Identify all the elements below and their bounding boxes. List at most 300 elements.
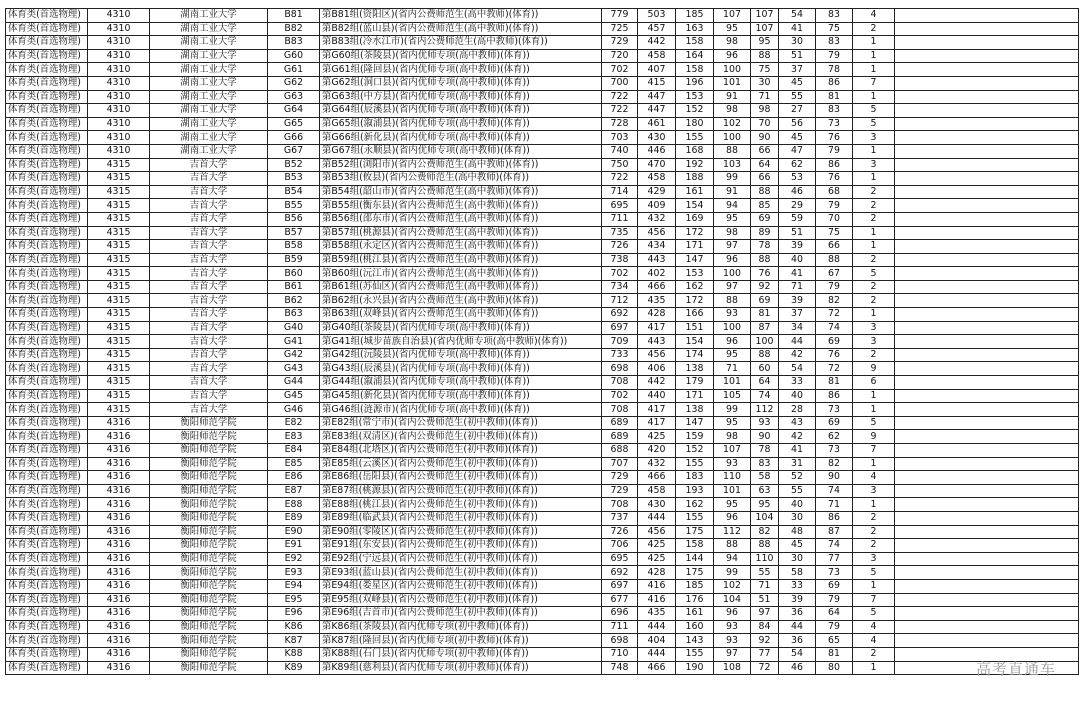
cell-college-code: 4316 — [88, 511, 150, 525]
cell-score-e: 58 — [779, 566, 816, 580]
cell-score-d: 74 — [751, 389, 779, 403]
cell-count: 5 — [853, 117, 895, 131]
cell-total-score: 737 — [602, 511, 638, 525]
cell-score-c: 95 — [714, 498, 751, 512]
cell-empty — [895, 267, 1079, 281]
cell-score-c: 107 — [714, 9, 751, 23]
cell-score-b: 162 — [676, 498, 714, 512]
cell-empty — [895, 63, 1079, 77]
cell-empty — [895, 199, 1079, 213]
cell-group-name: 第B57组(桃源县)(省内公费师范生(高中教师)(体育)) — [320, 226, 602, 240]
cell-college-name: 吉首大学 — [150, 158, 268, 172]
table-row — [6, 335, 1079, 349]
cell-total-score: 702 — [602, 389, 638, 403]
cell-score-e: 43 — [779, 416, 816, 430]
cell-score-e: 31 — [779, 457, 816, 471]
table-row — [6, 280, 1079, 294]
cell-score-d: 82 — [751, 525, 779, 539]
cell-group-code: G61 — [268, 63, 320, 77]
cell-college-name: 衡阳师范学院 — [150, 566, 268, 580]
cell-empty — [895, 566, 1079, 580]
cell-score-b: 166 — [676, 308, 714, 322]
cell-score-b: 188 — [676, 172, 714, 186]
cell-group-name: 第G66组(新化县)(省内优师专项(高中教师)(体育)) — [320, 131, 602, 145]
cell-score-e: 51 — [779, 49, 816, 63]
cell-count: 2 — [853, 647, 895, 661]
cell-score-a: 443 — [638, 335, 676, 349]
cell-score-f: 76 — [816, 131, 853, 145]
cell-empty — [895, 457, 1079, 471]
cell-count: 3 — [853, 321, 895, 335]
cell-count: 1 — [853, 49, 895, 63]
cell-total-score: 722 — [602, 104, 638, 118]
cell-category: 体育类(首选物理) — [6, 348, 88, 362]
cell-empty — [895, 131, 1079, 145]
cell-group-code: G67 — [268, 144, 320, 158]
cell-college-code: 4316 — [88, 457, 150, 471]
table-row — [6, 661, 1079, 675]
cell-score-f: 87 — [816, 525, 853, 539]
cell-count: 2 — [853, 22, 895, 36]
cell-score-f: 74 — [816, 484, 853, 498]
cell-college-name: 吉首大学 — [150, 308, 268, 322]
cell-empty — [895, 335, 1079, 349]
cell-score-d: 77 — [751, 647, 779, 661]
cell-group-code: G66 — [268, 131, 320, 145]
cell-score-f: 70 — [816, 212, 853, 226]
cell-score-f: 76 — [816, 348, 853, 362]
cell-college-code: 4316 — [88, 566, 150, 580]
table-row — [6, 471, 1079, 485]
cell-score-e: 55 — [779, 90, 816, 104]
table-row — [6, 253, 1079, 267]
cell-total-score: 748 — [602, 661, 638, 675]
cell-count: 2 — [853, 253, 895, 267]
cell-score-d: 78 — [751, 240, 779, 254]
cell-score-b: 171 — [676, 240, 714, 254]
cell-score-e: 34 — [779, 321, 816, 335]
cell-score-b: 155 — [676, 131, 714, 145]
cell-category: 体育类(首选物理) — [6, 49, 88, 63]
cell-count: 5 — [853, 416, 895, 430]
cell-score-d: 90 — [751, 131, 779, 145]
cell-score-f: 78 — [816, 63, 853, 77]
cell-total-score: 729 — [602, 471, 638, 485]
table-row — [6, 104, 1079, 118]
cell-count: 4 — [853, 634, 895, 648]
cell-group-name: 第E93组(蓝山县)(省内公费师范生(初中教师)(体育)) — [320, 566, 602, 580]
cell-count: 1 — [853, 63, 895, 77]
cell-count: 2 — [853, 525, 895, 539]
cell-score-c: 93 — [714, 308, 751, 322]
cell-total-score: 734 — [602, 280, 638, 294]
cell-group-name: 第G64组(辰溪县)(省内优师专项(高中教师)(体育)) — [320, 104, 602, 118]
cell-category: 体育类(首选物理) — [6, 117, 88, 131]
cell-group-name: 第B54组(韶山市)(省内公费师范生(高中教师)(体育)) — [320, 185, 602, 199]
cell-college-code: 4316 — [88, 539, 150, 553]
cell-score-c: 100 — [714, 267, 751, 281]
cell-college-name: 吉首大学 — [150, 240, 268, 254]
cell-score-b: 138 — [676, 403, 714, 417]
cell-score-f: 86 — [816, 158, 853, 172]
cell-group-code: E91 — [268, 539, 320, 553]
cell-empty — [895, 634, 1079, 648]
cell-empty — [895, 294, 1079, 308]
cell-empty — [895, 49, 1079, 63]
cell-score-a: 417 — [638, 321, 676, 335]
cell-category: 体育类(首选物理) — [6, 579, 88, 593]
cell-score-f: 68 — [816, 185, 853, 199]
cell-score-d: 98 — [751, 104, 779, 118]
cell-score-c: 101 — [714, 376, 751, 390]
cell-total-score: 689 — [602, 430, 638, 444]
cell-score-c: 91 — [714, 185, 751, 199]
cell-total-score: 677 — [602, 593, 638, 607]
cell-score-c: 97 — [714, 240, 751, 254]
cell-college-name: 衡阳师范学院 — [150, 416, 268, 430]
cell-score-c: 96 — [714, 49, 751, 63]
cell-score-a: 444 — [638, 511, 676, 525]
cell-category: 体育类(首选物理) — [6, 185, 88, 199]
cell-score-f: 83 — [816, 9, 853, 23]
cell-count: 1 — [853, 240, 895, 254]
table-row — [6, 444, 1079, 458]
cell-category: 体育类(首选物理) — [6, 212, 88, 226]
cell-score-f: 74 — [816, 539, 853, 553]
cell-score-c: 96 — [714, 335, 751, 349]
cell-score-e: 48 — [779, 525, 816, 539]
cell-category: 体育类(首选物理) — [6, 294, 88, 308]
cell-score-a: 458 — [638, 49, 676, 63]
cell-group-code: E85 — [268, 457, 320, 471]
cell-score-f: 88 — [816, 253, 853, 267]
cell-score-d: 88 — [751, 253, 779, 267]
table-row — [6, 376, 1079, 390]
cell-score-f: 77 — [816, 552, 853, 566]
cell-score-d: 71 — [751, 579, 779, 593]
cell-score-f: 75 — [816, 226, 853, 240]
cell-score-c: 98 — [714, 226, 751, 240]
cell-score-c: 103 — [714, 158, 751, 172]
cell-group-name: 第E96组(吉首市)(省内公费师范生(初中教师)(体育)) — [320, 607, 602, 621]
cell-score-b: 161 — [676, 607, 714, 621]
cell-count: 2 — [853, 348, 895, 362]
cell-college-name: 衡阳师范学院 — [150, 647, 268, 661]
cell-empty — [895, 144, 1079, 158]
cell-score-b: 163 — [676, 22, 714, 36]
cell-score-f: 82 — [816, 294, 853, 308]
cell-score-a: 442 — [638, 376, 676, 390]
cell-group-code: E82 — [268, 416, 320, 430]
cell-college-code: 4315 — [88, 253, 150, 267]
cell-group-code: K86 — [268, 620, 320, 634]
cell-score-f: 69 — [816, 335, 853, 349]
cell-score-d: 66 — [751, 172, 779, 186]
cell-score-d: 95 — [751, 498, 779, 512]
cell-college-name: 吉首大学 — [150, 348, 268, 362]
cell-college-code: 4310 — [88, 49, 150, 63]
cell-score-e: 42 — [779, 430, 816, 444]
cell-score-c: 94 — [714, 199, 751, 213]
cell-score-c: 93 — [714, 620, 751, 634]
cell-category: 体育类(首选物理) — [6, 484, 88, 498]
cell-college-code: 4316 — [88, 607, 150, 621]
cell-score-e: 47 — [779, 144, 816, 158]
cell-college-code: 4315 — [88, 348, 150, 362]
cell-count: 1 — [853, 498, 895, 512]
cell-group-code: E96 — [268, 607, 320, 621]
cell-group-name: 第G46组(涟源市)(省内优师专项(高中教师)(体育)) — [320, 403, 602, 417]
cell-count: 6 — [853, 376, 895, 390]
cell-college-code: 4316 — [88, 444, 150, 458]
table-row — [6, 457, 1079, 471]
cell-empty — [895, 620, 1079, 634]
cell-college-name: 衡阳师范学院 — [150, 579, 268, 593]
cell-college-name: 吉首大学 — [150, 294, 268, 308]
cell-score-c: 98 — [714, 104, 751, 118]
cell-group-code: B57 — [268, 226, 320, 240]
cell-score-e: 30 — [779, 36, 816, 50]
cell-group-code: B56 — [268, 212, 320, 226]
cell-score-a: 447 — [638, 104, 676, 118]
cell-college-name: 湖南工业大学 — [150, 9, 268, 23]
cell-total-score: 709 — [602, 335, 638, 349]
cell-college-code: 4310 — [88, 104, 150, 118]
cell-score-d: 71 — [751, 90, 779, 104]
cell-score-d: 107 — [751, 9, 779, 23]
cell-score-d: 88 — [751, 348, 779, 362]
cell-score-c: 71 — [714, 362, 751, 376]
cell-college-name: 湖南工业大学 — [150, 104, 268, 118]
cell-category: 体育类(首选物理) — [6, 362, 88, 376]
cell-score-c: 99 — [714, 566, 751, 580]
table-row — [6, 9, 1079, 23]
cell-category: 体育类(首选物理) — [6, 226, 88, 240]
cell-score-a: 435 — [638, 294, 676, 308]
cell-score-a: 402 — [638, 267, 676, 281]
cell-category: 体育类(首选物理) — [6, 389, 88, 403]
cell-count: 5 — [853, 566, 895, 580]
cell-category: 体育类(首选物理) — [6, 457, 88, 471]
cell-score-c: 96 — [714, 253, 751, 267]
cell-score-e: 28 — [779, 403, 816, 417]
cell-count: 1 — [853, 172, 895, 186]
cell-score-f: 74 — [816, 321, 853, 335]
cell-score-b: 153 — [676, 267, 714, 281]
cell-college-code: 4310 — [88, 144, 150, 158]
cell-score-c: 101 — [714, 76, 751, 90]
cell-empty — [895, 416, 1079, 430]
cell-score-e: 30 — [779, 552, 816, 566]
cell-count: 1 — [853, 144, 895, 158]
cell-score-d: 95 — [751, 36, 779, 50]
cell-count: 4 — [853, 620, 895, 634]
cell-group-name: 第B60组(沅江市)(省内公费师范生(高中教师)(体育)) — [320, 267, 602, 281]
cell-college-code: 4315 — [88, 172, 150, 186]
cell-score-c: 88 — [714, 294, 751, 308]
cell-total-score: 708 — [602, 403, 638, 417]
cell-score-f: 86 — [816, 76, 853, 90]
cell-score-b: 175 — [676, 566, 714, 580]
cell-score-c: 105 — [714, 389, 751, 403]
cell-group-code: E93 — [268, 566, 320, 580]
cell-score-e: 40 — [779, 498, 816, 512]
cell-category: 体育类(首选物理) — [6, 240, 88, 254]
cell-college-name: 湖南工业大学 — [150, 117, 268, 131]
cell-category: 体育类(首选物理) — [6, 498, 88, 512]
cell-score-a: 458 — [638, 172, 676, 186]
cell-score-a: 425 — [638, 539, 676, 553]
table-row — [6, 525, 1079, 539]
cell-college-code: 4316 — [88, 525, 150, 539]
cell-category: 体育类(首选物理) — [6, 511, 88, 525]
cell-group-name: 第G42组(沅陵县)(省内优师专项(高中教师)(体育)) — [320, 348, 602, 362]
cell-score-b: 196 — [676, 76, 714, 90]
cell-score-d: 81 — [751, 308, 779, 322]
cell-score-b: 179 — [676, 376, 714, 390]
cell-empty — [895, 308, 1079, 322]
cell-group-name: 第E94组(娄星区)(省内公费师范生(初中教师)(体育)) — [320, 579, 602, 593]
table-row — [6, 321, 1079, 335]
cell-score-b: 168 — [676, 144, 714, 158]
cell-total-score: 707 — [602, 457, 638, 471]
table-row — [6, 647, 1079, 661]
cell-total-score: 692 — [602, 308, 638, 322]
cell-score-f: 81 — [816, 90, 853, 104]
cell-score-f: 65 — [816, 634, 853, 648]
cell-score-e: 41 — [779, 444, 816, 458]
cell-score-b: 169 — [676, 212, 714, 226]
cell-college-code: 4310 — [88, 117, 150, 131]
cell-group-name: 第E84组(北塔区)(省内公费师范生(初中教师)(体育)) — [320, 444, 602, 458]
cell-score-d: 55 — [751, 566, 779, 580]
cell-score-a: 466 — [638, 661, 676, 675]
cell-total-score: 692 — [602, 566, 638, 580]
cell-category: 体育类(首选物理) — [6, 104, 88, 118]
cell-score-d: 75 — [751, 63, 779, 77]
cell-college-code: 4315 — [88, 199, 150, 213]
cell-group-code: E86 — [268, 471, 320, 485]
cell-college-name: 衡阳师范学院 — [150, 634, 268, 648]
cell-college-name: 湖南工业大学 — [150, 49, 268, 63]
cell-group-code: B61 — [268, 280, 320, 294]
cell-group-code: G45 — [268, 389, 320, 403]
cell-score-b: 171 — [676, 389, 714, 403]
cell-score-d: 93 — [751, 416, 779, 430]
cell-college-name: 吉首大学 — [150, 172, 268, 186]
cell-score-e: 29 — [779, 199, 816, 213]
cell-empty — [895, 117, 1079, 131]
cell-group-code: E89 — [268, 511, 320, 525]
cell-category: 体育类(首选物理) — [6, 144, 88, 158]
cell-score-c: 99 — [714, 172, 751, 186]
cell-count: 1 — [853, 226, 895, 240]
cell-category: 体育类(首选物理) — [6, 253, 88, 267]
cell-group-code: B60 — [268, 267, 320, 281]
cell-count: 5 — [853, 104, 895, 118]
cell-empty — [895, 253, 1079, 267]
cell-score-d: 107 — [751, 22, 779, 36]
table-body — [6, 9, 1079, 675]
cell-score-f: 86 — [816, 389, 853, 403]
cell-count: 7 — [853, 444, 895, 458]
cell-empty — [895, 498, 1079, 512]
cell-group-code: G46 — [268, 403, 320, 417]
table-row — [6, 226, 1079, 240]
cell-category: 体育类(首选物理) — [6, 430, 88, 444]
cell-empty — [895, 76, 1079, 90]
cell-category: 体育类(首选物理) — [6, 552, 88, 566]
cell-group-name: 第G67组(永顺县)(省内优师专项(高中教师)(体育)) — [320, 144, 602, 158]
cell-college-name: 吉首大学 — [150, 185, 268, 199]
cell-score-c: 95 — [714, 22, 751, 36]
cell-score-e: 56 — [779, 117, 816, 131]
cell-college-name: 湖南工业大学 — [150, 90, 268, 104]
cell-score-a: 443 — [638, 253, 676, 267]
cell-empty — [895, 104, 1079, 118]
cell-score-b: 155 — [676, 647, 714, 661]
cell-college-code: 4310 — [88, 63, 150, 77]
cell-score-d: 78 — [751, 444, 779, 458]
cell-college-name: 吉首大学 — [150, 362, 268, 376]
cell-group-name: 第E88组(桃江县)(省内公费师范生(初中教师)(体育)) — [320, 498, 602, 512]
cell-college-name: 吉首大学 — [150, 280, 268, 294]
cell-score-c: 102 — [714, 579, 751, 593]
cell-group-code: B58 — [268, 240, 320, 254]
cell-group-name: 第B62组(永兴县)(省内公费师范生(高中教师)(体育)) — [320, 294, 602, 308]
table-row — [6, 607, 1079, 621]
cell-score-f: 73 — [816, 403, 853, 417]
cell-college-code: 4310 — [88, 36, 150, 50]
cell-group-code: B59 — [268, 253, 320, 267]
cell-college-code: 4315 — [88, 280, 150, 294]
cell-category: 体育类(首选物理) — [6, 131, 88, 145]
cell-empty — [895, 348, 1079, 362]
cell-college-code: 4310 — [88, 76, 150, 90]
cell-category: 体育类(首选物理) — [6, 376, 88, 390]
cell-score-e: 36 — [779, 634, 816, 648]
cell-count: 1 — [853, 389, 895, 403]
cell-score-a: 429 — [638, 185, 676, 199]
cell-group-name: 第K86组(茶陵县)(省内优师专项(初中教师)(体育)) — [320, 620, 602, 634]
cell-category: 体育类(首选物理) — [6, 199, 88, 213]
cell-score-c: 91 — [714, 90, 751, 104]
cell-group-name: 第B56组(邵东市)(省内公费师范生(高中教师)(体育)) — [320, 212, 602, 226]
table-row — [6, 131, 1079, 145]
cell-score-a: 466 — [638, 280, 676, 294]
cell-score-f: 79 — [816, 144, 853, 158]
cell-college-code: 4316 — [88, 471, 150, 485]
cell-count: 4 — [853, 9, 895, 23]
cell-score-e: 27 — [779, 104, 816, 118]
cell-score-e: 33 — [779, 376, 816, 390]
cell-total-score: 729 — [602, 36, 638, 50]
cell-score-f: 71 — [816, 498, 853, 512]
cell-score-b: 155 — [676, 511, 714, 525]
cell-total-score: 698 — [602, 362, 638, 376]
cell-college-name: 吉首大学 — [150, 335, 268, 349]
cell-score-c: 102 — [714, 117, 751, 131]
cell-score-a: 440 — [638, 389, 676, 403]
table-row — [6, 49, 1079, 63]
cell-college-name: 湖南工业大学 — [150, 144, 268, 158]
cell-empty — [895, 362, 1079, 376]
cell-score-a: 406 — [638, 362, 676, 376]
cell-empty — [895, 240, 1079, 254]
cell-college-code: 4315 — [88, 335, 150, 349]
cell-score-b: 164 — [676, 49, 714, 63]
cell-group-name: 第B81组(资阳区)(省内公费师范生(高中教师)(体育)) — [320, 9, 602, 23]
